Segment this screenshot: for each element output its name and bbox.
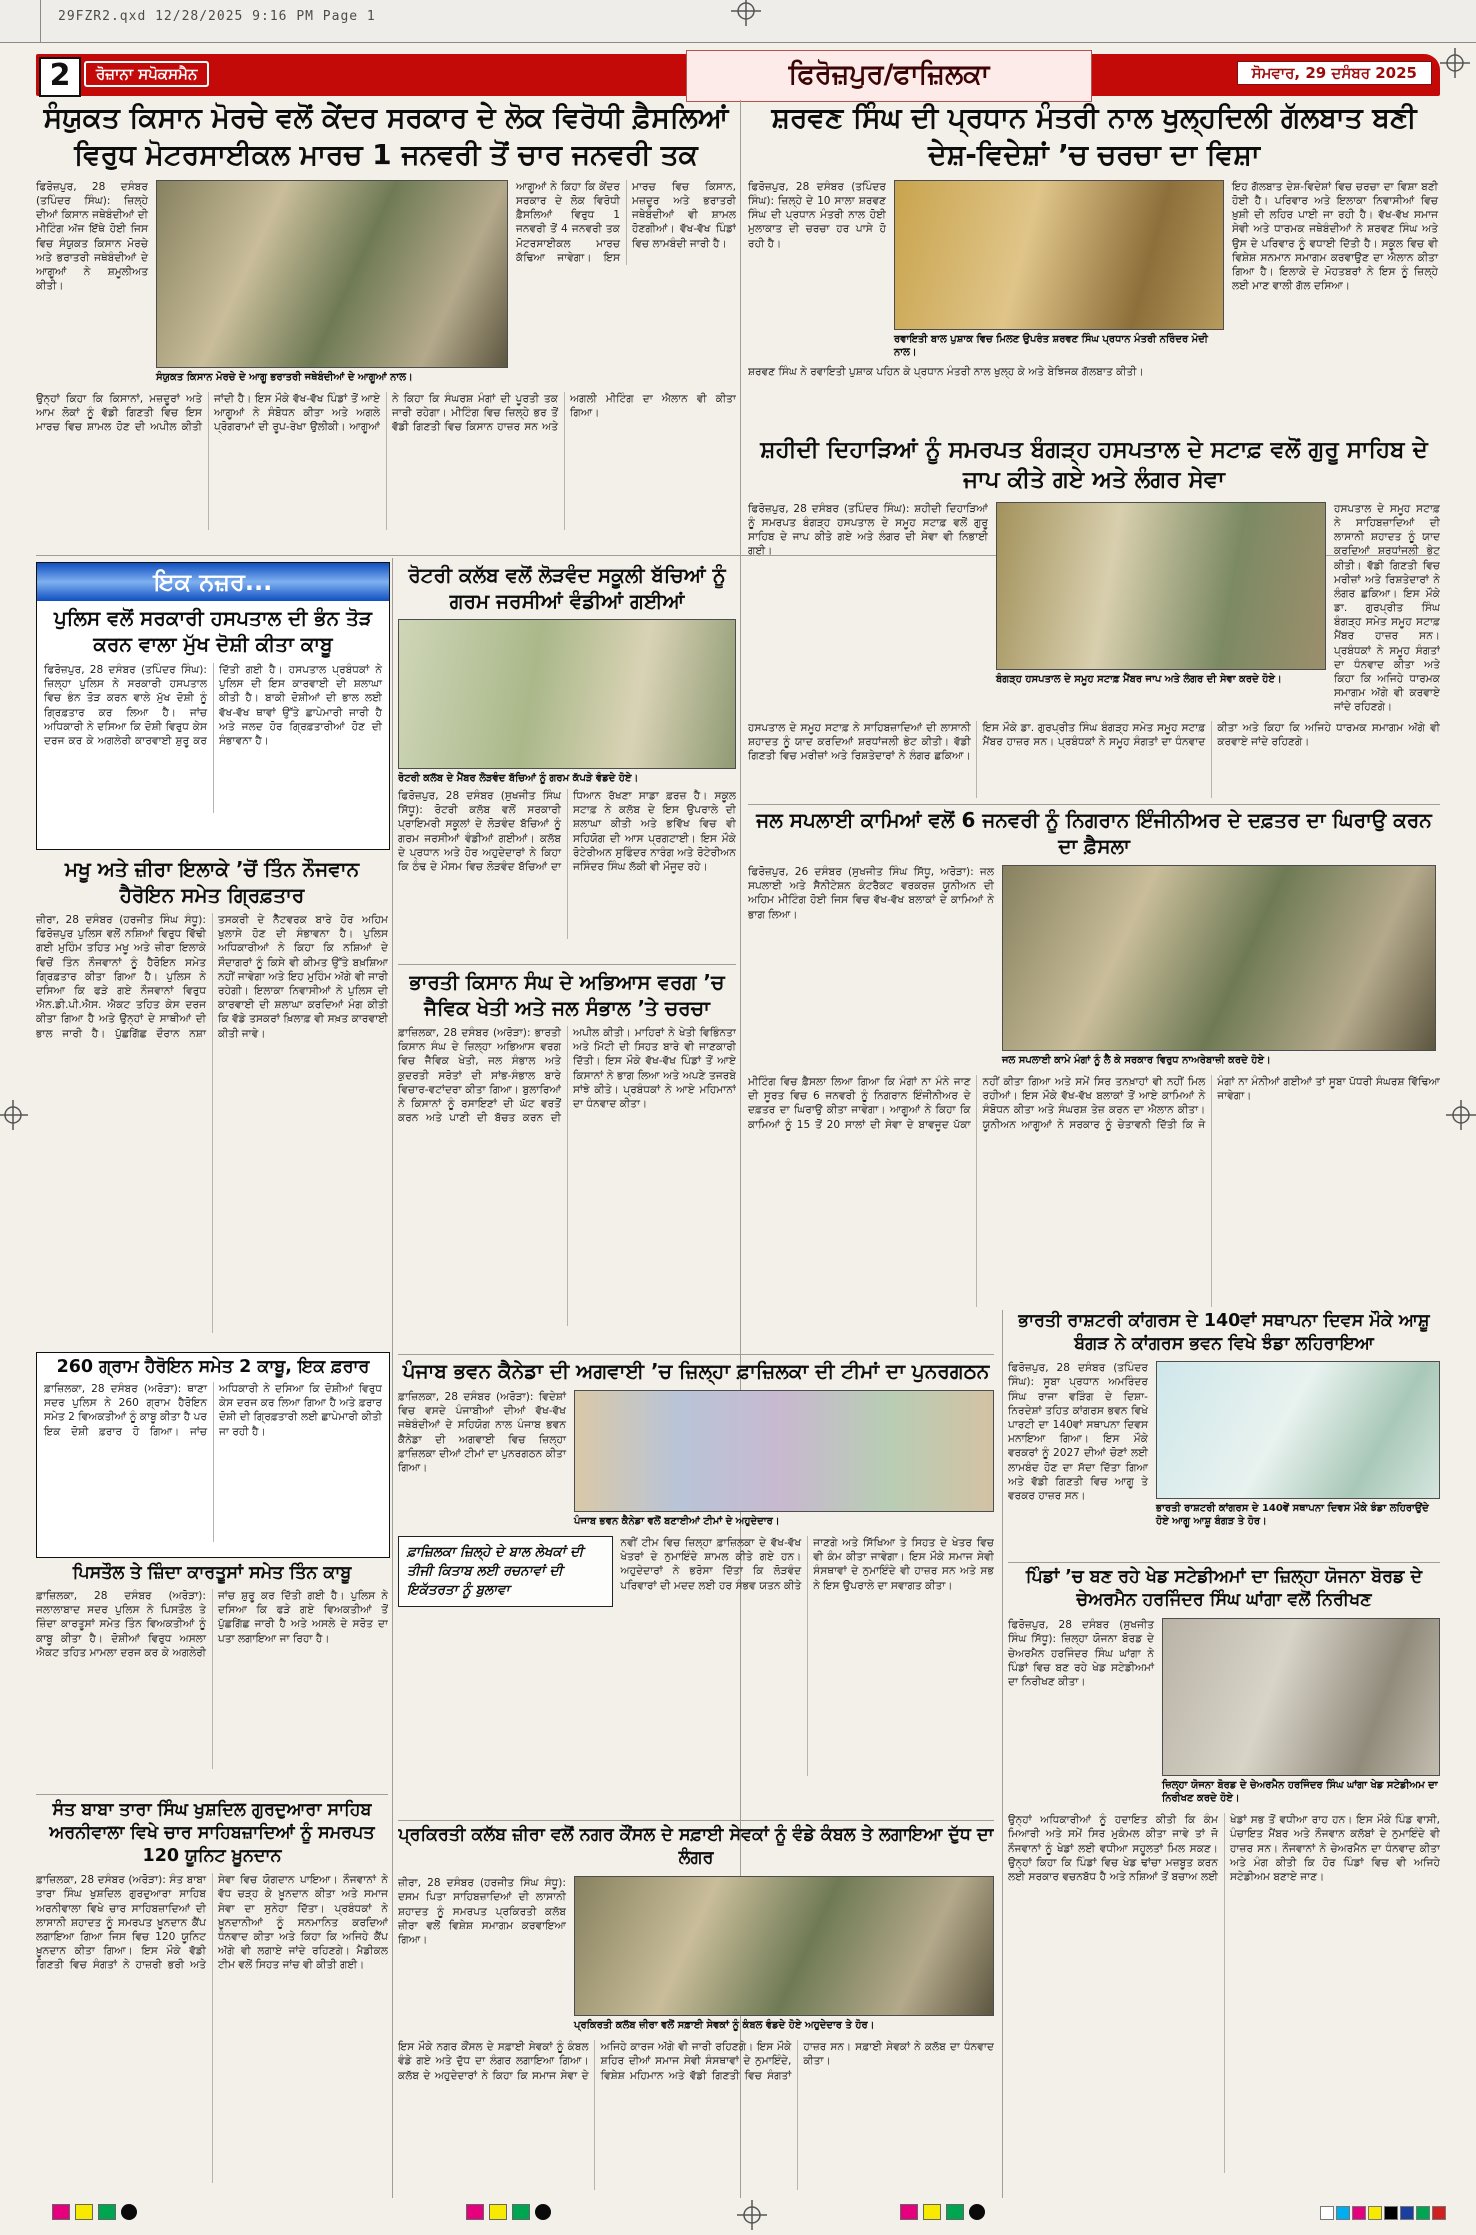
- article-headline: ਮਖੂ ਅਤੇ ਜ਼ੀਰਾ ਇਲਾਕੇ ’ਚੋਂ ਤਿੰਨ ਨੌਜਵਾਨ ਹੈਰੋਇਨ ਸਮੇਤ ਗ੍ਰਿਫ਼ਤਾਰ: [64, 857, 360, 907]
- article-lead: ਫਿਰੋਜ਼ਪੁਰ, 28 ਦਸੰਬਰ (ਤਪਿੰਦਰ ਸਿੰਘ): ਸੂਬਾ ਪ੍ਰਧਾਨ ਅਮਰਿੰਦਰ ਸਿੰਘ ਰਾਜਾ ਵੜਿੰਗ ਦੇ ਦਿਸ਼ਾ-ਨਿਰਦੇਸ਼ਾਂ ਤਹਿਤ ਕਾਂਗਰਸ ਭਵਨ ਵਿਖੇ ਪਾਰਟੀ ਦਾ 140ਵਾਂ ਸਥਾਪਨਾ ਦਿਵਸ ਮਨਾਇਆ ਗਿਆ। ਇਸ ਮੌਕੇ ਵਰਕਰਾਂ ਨੂੰ 2027 ਦੀਆਂ ਚੋਣਾਂ ਲਈ ਲਾਮਬੰਦ ਹੋਣ ਦਾ ਸੱਦਾ ਦਿੱਤਾ ਗਿਆ ਅਤੇ ਵੱਡੀ ਗਿਣਤੀ ਵਿਚ ਆਗੂ ਤੇ ਵਰਕਰ ਹਾਜ਼ਰ ਸਨ।: [1008, 1362, 1148, 1502]
- article-headline: ਭਾਰਤੀ ਕਿਸਾਨ ਸੰਘ ਦੇ ਅਭਿਆਸ ਵਰਗ ’ਚ ਜੈਵਿਕ ਖੇਤੀ ਅਤੇ ਜਲ ਸੰਭਾਲ ’ਤੇ ਚਰਚਾ: [409, 970, 725, 1020]
- article-headline: ਪੰਜਾਬ ਭਵਨ ਕੈਨੇਡਾ ਦੀ ਅਗਵਾਈ ’ਚ ਜ਼ਿਲ੍ਹਾ ਫ਼ਾਜ਼ਿਲਕਾ ਦੀ ਟੀਮਾਂ ਦਾ ਪੁਨਰਗਠਨ: [402, 1359, 990, 1383]
- black-swatch: [1384, 2206, 1398, 2220]
- black-dot: [121, 2204, 137, 2220]
- registration-mark-top-right: [1440, 48, 1470, 78]
- photo-caption: ਸੰਯੁਕਤ ਕਿਸਾਨ ਮੋਰਚੇ ਦੇ ਆਗੂ ਭਰਾਤਰੀ ਜਥੇਬੰਦੀਆਂ ਦੇ ਆਗੂਆਂ ਨਾਲ।: [156, 371, 413, 383]
- article-stadium-inspection: [1008, 1562, 1440, 2198]
- article-body: ਮੀਟਿੰਗ ਵਿਚ ਫ਼ੈਸਲਾ ਲਿਆ ਗਿਆ ਕਿ ਮੰਗਾਂ ਨਾ ਮੰਨੇ ਜਾਣ ਦੀ ਸੂਰਤ ਵਿਚ 6 ਜਨਵਰੀ ਨੂੰ ਨਿਗਰਾਨ ਇੰਜੀਨੀਅਰ ਦੇ ਦਫ਼ਤਰ ਦਾ ਘਿਰਾਉ ਕੀਤਾ ਜਾਵੇਗਾ। ਆਗੂਆਂ ਨੇ ਕਿਹਾ ਕਿ ਕਾਮਿਆਂ ਨੂੰ 15 ਤੋਂ 20 ਸਾਲਾਂ ਦੀ ਸੇਵਾ ਦੇ ਬਾਵਜੂਦ ਪੱਕਾ ਨਹੀਂ ਕੀਤਾ ਗਿਆ ਅਤੇ ਸਮੇਂ ਸਿਰ ਤਨਖ਼ਾਹਾਂ ਵੀ ਨਹੀਂ ਮਿਲ ਰਹੀਆਂ। ਇਸ ਮੌਕੇ ਵੱਖ-ਵੱਖ ਬਲਾਕਾਂ ਤੋਂ ਆਏ ਕਾਮਿਆਂ ਨੇ ਸੰਬੋਧਨ ਕੀਤਾ ਅਤੇ ਸੰਘਰਸ਼ ਤੇਜ਼ ਕਰਨ ਦਾ ਐਲਾਨ ਕੀਤਾ। ਯੂਨੀਅਨ ਆਗੂਆਂ ਨੇ ਸਰਕਾਰ ਨੂੰ ਚੇਤਾਵਨੀ ਦਿੱਤੀ ਕਿ ਜੇ ਮੰਗਾਂ ਨਾ ਮੰਨੀਆਂ ਗਈਆਂ ਤਾਂ ਸੂਬਾ ਪੱਧਰੀ ਸੰਘਰਸ਼ ਵਿੱਢਿਆ ਜਾਵੇਗਾ।: [748, 1076, 1440, 1131]
- pm-meeting-photo: [894, 180, 1224, 330]
- article-body: ਉਨ੍ਹਾਂ ਕਿਹਾ ਕਿ ਕਿਸਾਨਾਂ, ਮਜ਼ਦੂਰਾਂ ਅਤੇ ਆਮ ਲੋਕਾਂ ਨੂੰ ਵੱਡੀ ਗਿਣਤੀ ਵਿਚ ਇਸ ਮਾਰਚ ਵਿਚ ਸ਼ਾਮਲ ਹੋਣ ਦੀ ਅਪੀਲ ਕੀਤੀ ਜਾਂਦੀ ਹੈ। ਇਸ ਮੌਕੇ ਵੱਖ-ਵੱਖ ਪਿੰਡਾਂ ਤੋਂ ਆਏ ਆਗੂਆਂ ਨੇ ਸੰਬੋਧਨ ਕੀਤਾ ਅਤੇ ਅਗਲੇ ਪ੍ਰੋਗਰਾਮਾਂ ਦੀ ਰੂਪ-ਰੇਖਾ ਉਲੀਕੀ। ਆਗੂਆਂ ਨੇ ਕਿਹਾ ਕਿ ਸੰਘਰਸ਼ ਮੰਗਾਂ ਦੀ ਪੂਰਤੀ ਤਕ ਜਾਰੀ ਰਹੇਗਾ। ਮੀਟਿੰਗ ਵਿਚ ਜ਼ਿਲ੍ਹੇ ਭਰ ਤੋਂ ਵੱਡੀ ਗਿਣਤੀ ਵਿਚ ਕਿਸਾਨ ਹਾਜ਼ਰ ਸਨ ਅਤੇ ਅਗਲੀ ਮੀਟਿੰਗ ਦਾ ਐਲਾਨ ਵੀ ਕੀਤਾ ਗਿਆ।: [36, 392, 736, 434]
- article-headline: ਪ੍ਰਕਿਰਤੀ ਕਲੱਬ ਜ਼ੀਰਾ ਵਲੋਂ ਨਗਰ ਕੌਂਸਲ ਦੇ ਸਫ਼ਾਈ ਸੇਵਕਾਂ ਨੂੰ ਵੰਡੇ ਕੰਬਲ ਤੇ ਲਗਾਇਆ ਦੁੱਧ ਦਾ ਲੰਗਰ: [398, 1825, 994, 1869]
- cyan-swatch: [1336, 2206, 1350, 2220]
- page-number: 2: [39, 57, 81, 97]
- color-control-marks-right: [900, 2204, 985, 2220]
- article-body: ਜ਼ੀਰਾ, 28 ਦਸੰਬਰ (ਹਰਜੀਤ ਸਿੰਘ ਸੰਧੂ): ਫਿਰੋਜ਼ਪੁਰ ਪੁਲਿਸ ਵਲੋਂ ਨਸ਼ਿਆਂ ਵਿਰੁਧ ਵਿੱਢੀ ਗਈ ਮੁਹਿੰਮ ਤਹਿਤ ਮਖੂ ਅਤੇ ਜ਼ੀਰਾ ਇਲਾਕੇ ਵਿਚੋਂ ਤਿੰਨ ਨੌਜਵਾਨਾਂ ਨੂੰ ਹੈਰੋਇਨ ਸਮੇਤ ਗ੍ਰਿਫ਼ਤਾਰ ਕੀਤਾ ਗਿਆ ਹੈ। ਪੁਲਿਸ ਨੇ ਦਸਿਆ ਕਿ ਫੜੇ ਗਏ ਨੌਜਵਾਨਾਂ ਵਿਰੁਧ ਐਨ.ਡੀ.ਪੀ.ਐਸ. ਐਕਟ ਤਹਿਤ ਕੇਸ ਦਰਜ ਕੀਤਾ ਗਿਆ ਹੈ ਅਤੇ ਉਨ੍ਹਾਂ ਦੇ ਸਾਥੀਆਂ ਦੀ ਭਾਲ ਜਾਰੀ ਹੈ। ਪੁੱਛਗਿੱਛ ਦੌਰਾਨ ਨਸ਼ਾ ਤਸਕਰੀ ਦੇ ਨੈੱਟਵਰਕ ਬਾਰੇ ਹੋਰ ਅਹਿਮ ਖੁਲਾਸੇ ਹੋਣ ਦੀ ਸੰਭਾਵਨਾ ਹੈ। ਪੁਲਿਸ ਅਧਿਕਾਰੀਆਂ ਨੇ ਕਿਹਾ ਕਿ ਨਸ਼ਿਆਂ ਦੇ ਸੌਦਾਗਰਾਂ ਨੂੰ ਕਿਸੇ ਵੀ ਕੀਮਤ ਉੱਤੇ ਬਖ਼ਸ਼ਿਆ ਨਹੀਂ ਜਾਵੇਗਾ ਅਤੇ ਇਹ ਮੁਹਿੰਮ ਅੱਗੇ ਵੀ ਜਾਰੀ ਰਹੇਗੀ। ਇਲਾਕਾ ਨਿਵਾਸੀਆਂ ਨੇ ਪੁਲਿਸ ਦੀ ਕਾਰਵਾਈ ਦੀ ਸ਼ਲਾਘਾ ਕਰਦਿਆਂ ਮੰਗ ਕੀਤੀ ਕਿ ਵੱਡੇ ਤਸਕਰਾਂ ਖ਼ਿਲਾਫ਼ ਵੀ ਸਖ਼ਤ ਕਾਰਵਾਈ ਕੀਤੀ ਜਾਵੇ।: [36, 914, 388, 1040]
- article-lead: ਫਿਰੋਜ਼ਪੁਰ, 26 ਦਸੰਬਰ (ਸੁਖਜੀਤ ਸਿੰਘ ਸਿੱਧੂ, ਅਰੋੜਾ): ਜਲ ਸਪਲਾਈ ਅਤੇ ਸੈਨੀਟੇਸ਼ਨ ਕੰਟਰੈਕਟ ਵਰਕਰਜ਼ ਯੂਨੀਅਨ ਦੀ ਅਹਿਮ ਮੀਟਿੰਗ ਹੋਈ ਜਿਸ ਵਿਚ ਵੱਖ-ਵੱਖ ਬਲਾਕਾਂ ਦੇ ਕਾਮਿਆਂ ਨੇ ਭਾਗ ਲਿਆ।: [748, 866, 994, 921]
- stadium-inspection-photo: [1162, 1618, 1440, 1776]
- hospital-jaap-photo: [996, 502, 1326, 670]
- green-swatch: [1416, 2206, 1430, 2220]
- article-kisan-morcha-march: [36, 100, 736, 556]
- one-look-label: ਇਕ ਨਜ਼ਰ...: [37, 563, 389, 601]
- photo-caption: ਰੋਟਰੀ ਕਲੱਬ ਦੇ ਮੈਂਬਰ ਲੋੜਵੰਦ ਬੱਚਿਆਂ ਨੂੰ ਗਰਮ ਕੱਪੜੇ ਵੰਡਦੇ ਹੋਏ।: [398, 773, 639, 784]
- white-swatch: [1320, 2206, 1334, 2220]
- article-side-text: ਆਗੂਆਂ ਨੇ ਕਿਹਾ ਕਿ ਕੇਂਦਰ ਸਰਕਾਰ ਦੇ ਲੋਕ ਵਿਰੋਧੀ ਫ਼ੈਸਲਿਆਂ ਵਿਰੁਧ 1 ਜਨਵਰੀ ਤੋਂ 4 ਜਨਵਰੀ ਤਕ ਮੋਟਰਸਾਈਕਲ ਮਾਰਚ ਕੱਢਿਆ ਜਾਵੇਗਾ। ਇਸ ਮਾਰਚ ਵਿਚ ਕਿਸਾਨ, ਮਜ਼ਦੂਰ ਅਤੇ ਭਰਾਤਰੀ ਜਥੇਬੰਦੀਆਂ ਵੀ ਸ਼ਾਮਲ ਹੋਣਗੀਆਂ। ਵੱਖ-ਵੱਖ ਪਿੰਡਾਂ ਵਿਚ ਲਾਮਬੰਦੀ ਜਾਰੀ ਹੈ।: [516, 180, 736, 264]
- article-side-text: ਸ਼ਰਵਣ ਸਿੰਘ ਨੇ ਰਵਾਇਤੀ ਪੁਸ਼ਾਕ ਪਹਿਨ ਕੇ ਪ੍ਰਧਾਨ ਮੰਤਰੀ ਨਾਲ ਖੁਲ੍ਹ ਕੇ ਅਤੇ ਬੇਝਿਜਕ ਗੱਲਬਾਤ ਕੀਤੀ।: [748, 365, 1144, 378]
- article-body-side: ਹਸਪਤਾਲ ਦੇ ਸਮੂਹ ਸਟਾਫ਼ ਨੇ ਸਾਹਿਬਜ਼ਾਦਿਆਂ ਦੀ ਲਾਸਾਨੀ ਸ਼ਹਾਦਤ ਨੂੰ ਯਾਦ ਕਰਦਿਆਂ ਸ਼ਰਧਾਂਜਲੀ ਭੇਟ ਕੀਤੀ। ਵੱਡੀ ਗਿਣਤੀ ਵਿਚ ਮਰੀਜ਼ਾਂ ਅਤੇ ਰਿਸ਼ਤੇਦਾਰਾਂ ਨੇ ਲੰਗਰ ਛਕਿਆ। ਇਸ ਮੌਕੇ ਡਾ. ਗੁਰਪ੍ਰੀਤ ਸਿੰਘ ਬੰਗੜ੍ਹ ਸਮੇਤ ਸਮੂਹ ਸਟਾਫ਼ ਮੈਂਬਰ ਹਾਜ਼ਰ ਸਨ। ਪ੍ਰਬੰਧਕਾਂ ਨੇ ਸਮੂਹ ਸੰਗਤਾਂ ਦਾ ਧੰਨਵਾਦ ਕੀਤਾ ਅਤੇ ਕਿਹਾ ਕਿ ਅਜਿਹੇ ਧਾਰਮਕ ਸਮਾਗਮ ਅੱਗੇ ਵੀ ਕਰਵਾਏ ਜਾਂਦੇ ਰਹਿਣਗੇ।: [1334, 502, 1440, 714]
- article-kisan-sangh-varg: [398, 964, 736, 1353]
- article-body: ਨਵੀਂ ਟੀਮ ਵਿਚ ਜ਼ਿਲ੍ਹਾ ਫ਼ਾਜ਼ਿਲਕਾ ਦੇ ਵੱਖ-ਵੱਖ ਖੇਤਰਾਂ ਦੇ ਨੁਮਾਇੰਦੇ ਸ਼ਾਮਲ ਕੀਤੇ ਗਏ ਹਨ। ਅਹੁਦੇਦਾਰਾਂ ਨੇ ਭਰੋਸਾ ਦਿੱਤਾ ਕਿ ਲੋੜਵੰਦ ਪਰਿਵਾਰਾਂ ਦੀ ਮਦਦ ਲਈ ਹਰ ਸੰਭਵ ਯਤਨ ਕੀਤੇ ਜਾਣਗੇ ਅਤੇ ਸਿੱਖਿਆ ਤੇ ਸਿਹਤ ਦੇ ਖੇਤਰ ਵਿਚ ਵੀ ਕੰਮ ਕੀਤਾ ਜਾਵੇਗਾ। ਇਸ ਮੌਕੇ ਸਮਾਜ ਸੇਵੀ ਸੰਸਥਾਵਾਂ ਦੇ ਨੁਮਾਇੰਦੇ ਵੀ ਹਾਜ਼ਰ ਸਨ ਅਤੇ ਸਭ ਨੇ ਇਸ ਉਪਰਾਲੇ ਦਾ ਸਵਾਗਤ ਕੀਤਾ।: [620, 1537, 994, 1592]
- article-water-supply-workers: [748, 804, 1440, 1307]
- article-body: ਫ਼ਾਜ਼ਿਲਕਾ, 28 ਦਸੰਬਰ (ਅਰੋੜਾ): ਜਲਾਲਾਬਾਦ ਸਦਰ ਪੁਲਿਸ ਨੇ ਪਿਸਤੌਲ ਤੇ ਜ਼ਿੰਦਾ ਕਾਰਤੂਸਾਂ ਸਮੇਤ ਤਿੰਨ ਵਿਅਕਤੀਆਂ ਨੂੰ ਕਾਬੂ ਕੀਤਾ ਹੈ। ਦੋਸ਼ੀਆਂ ਵਿਰੁਧ ਅਸਲਾ ਐਕਟ ਤਹਿਤ ਮਾਮਲਾ ਦਰਜ ਕਰ ਕੇ ਅਗਲੇਰੀ ਜਾਂਚ ਸ਼ੁਰੂ ਕਰ ਦਿੱਤੀ ਗਈ ਹੈ। ਪੁਲਿਸ ਨੇ ਦਸਿਆ ਕਿ ਫੜੇ ਗਏ ਵਿਅਕਤੀਆਂ ਤੋਂ ਪੁੱਛਗਿੱਛ ਜਾਰੀ ਹੈ ਅਤੇ ਅਸਲੇ ਦੇ ਸਰੋਤ ਦਾ ਪਤਾ ਲਗਾਇਆ ਜਾ ਰਿਹਾ ਹੈ।: [36, 1590, 388, 1659]
- article-body: ਫ਼ਾਜ਼ਿਲਕਾ, 28 ਦਸੰਬਰ (ਅਰੋੜਾ): ਸੰਤ ਬਾਬਾ ਤਾਰਾ ਸਿੰਘ ਖੁਸ਼ਦਿਲ ਗੁਰਦੁਆਰਾ ਸਾਹਿਬ ਅਰਨੀਵਾਲਾ ਵਿਖੇ ਚਾਰ ਸਾਹਿਬਜ਼ਾਦਿਆਂ ਦੀ ਲਾਸਾਨੀ ਸ਼ਹਾਦਤ ਨੂੰ ਸਮਰਪਤ ਖ਼ੂਨਦਾਨ ਕੈਂਪ ਲਗਾਇਆ ਗਿਆ ਜਿਸ ਵਿਚ 120 ਯੂਨਿਟ ਖ਼ੂਨਦਾਨ ਕੀਤਾ ਗਿਆ। ਇਸ ਮੌਕੇ ਵੱਡੀ ਗਿਣਤੀ ਵਿਚ ਸੰਗਤਾਂ ਨੇ ਹਾਜ਼ਰੀ ਭਰੀ ਅਤੇ ਸੇਵਾ ਵਿਚ ਯੋਗਦਾਨ ਪਾਇਆ। ਨੌਜਵਾਨਾਂ ਨੇ ਵੱਧ ਚੜ੍ਹ ਕੇ ਖ਼ੂਨਦਾਨ ਕੀਤਾ ਅਤੇ ਸਮਾਜ ਸੇਵਾ ਦਾ ਸੁਨੇਹਾ ਦਿੱਤਾ। ਪ੍ਰਬੰਧਕਾਂ ਨੇ ਖ਼ੂਨਦਾਨੀਆਂ ਨੂੰ ਸਨਮਾਨਿਤ ਕਰਦਿਆਂ ਧੰਨਵਾਦ ਕੀਤਾ ਅਤੇ ਕਿਹਾ ਕਿ ਅਜਿਹੇ ਕੈਂਪ ਅੱਗੇ ਵੀ ਲਗਾਏ ਜਾਂਦੇ ਰਹਿਣਗੇ। ਮੈਡੀਕਲ ਟੀਮ ਵਲੋਂ ਸਿਹਤ ਜਾਂਚ ਵੀ ਕੀਤੀ ਗਈ।: [36, 1874, 388, 1972]
- photo-block: [1162, 1618, 1440, 1805]
- article-headline: ਸੰਤ ਬਾਬਾ ਤਾਰਾ ਸਿੰਘ ਖੁਸ਼ਦਿਲ ਗੁਰਦੁਆਰਾ ਸਾਹਿਬ ਅਰਨੀਵਾਲਾ ਵਿਖੇ ਚਾਰ ਸਾਹਿਬਜ਼ਾਦਿਆਂ ਨੂੰ ਸਮਰਪਤ 120 ਯੂਨਿਟ ਖ਼ੂਨਦਾਨ: [49, 1800, 375, 1867]
- green-swatch: [512, 2204, 530, 2220]
- article-body: ਉਨ੍ਹਾਂ ਅਧਿਕਾਰੀਆਂ ਨੂੰ ਹਦਾਇਤ ਕੀਤੀ ਕਿ ਕੰਮ ਮਿਆਰੀ ਅਤੇ ਸਮੇਂ ਸਿਰ ਮੁਕੰਮਲ ਕੀਤਾ ਜਾਵੇ ਤਾਂ ਜੋ ਨੌਜਵਾਨਾਂ ਨੂੰ ਖੇਡਾਂ ਲਈ ਵਧੀਆ ਸਹੂਲਤਾਂ ਮਿਲ ਸਕਣ। ਉਨ੍ਹਾਂ ਕਿਹਾ ਕਿ ਪਿੰਡਾਂ ਵਿਚ ਖੇਡ ਢਾਂਚਾ ਮਜ਼ਬੂਤ ਕਰਨ ਲਈ ਸਰਕਾਰ ਵਚਨਬੱਧ ਹੈ ਅਤੇ ਨਸ਼ਿਆਂ ਤੋਂ ਬਚਾਅ ਲਈ ਖੇਡਾਂ ਸਭ ਤੋਂ ਵਧੀਆ ਰਾਹ ਹਨ। ਇਸ ਮੌਕੇ ਪਿੰਡ ਵਾਸੀ, ਪੰਚਾਇਤ ਮੈਂਬਰ ਅਤੇ ਨੌਜਵਾਨ ਕਲੱਬਾਂ ਦੇ ਨੁਮਾਇੰਦੇ ਵੀ ਹਾਜ਼ਰ ਸਨ। ਨੌਜਵਾਨਾਂ ਨੇ ਚੇਅਰਮੈਨ ਦਾ ਧੰਨਵਾਦ ਕੀਤਾ ਅਤੇ ਮੰਗ ਕੀਤੀ ਕਿ ਹੋਰ ਪਿੰਡਾਂ ਵਿਚ ਵੀ ਅਜਿਹੇ ਸਟੇਡੀਅਮ ਬਣਾਏ ਜਾਣ।: [1008, 1814, 1440, 1883]
- article-body: ਹਸਪਤਾਲ ਦੇ ਸਮੂਹ ਸਟਾਫ਼ ਨੇ ਸਾਹਿਬਜ਼ਾਦਿਆਂ ਦੀ ਲਾਸਾਨੀ ਸ਼ਹਾਦਤ ਨੂੰ ਯਾਦ ਕਰਦਿਆਂ ਸ਼ਰਧਾਂਜਲੀ ਭੇਟ ਕੀਤੀ। ਵੱਡੀ ਗਿਣਤੀ ਵਿਚ ਮਰੀਜ਼ਾਂ ਅਤੇ ਰਿਸ਼ਤੇਦਾਰਾਂ ਨੇ ਲੰਗਰ ਛਕਿਆ। ਇਸ ਮੌਕੇ ਡਾ. ਗੁਰਪ੍ਰੀਤ ਸਿੰਘ ਬੰਗੜ੍ਹ ਸਮੇਤ ਸਮੂਹ ਸਟਾਫ਼ ਮੈਂਬਰ ਹਾਜ਼ਰ ਸਨ। ਪ੍ਰਬੰਧਕਾਂ ਨੇ ਸਮੂਹ ਸੰਗਤਾਂ ਦਾ ਧੰਨਵਾਦ ਕੀਤਾ ਅਤੇ ਕਿਹਾ ਕਿ ਅਜਿਹੇ ਧਾਰਮਕ ਸਮਾਗਮ ਅੱਗੇ ਵੀ ਕਰਵਾਏ ਜਾਂਦੇ ਰਹਿਣਗੇ।: [748, 721, 1440, 762]
- photo-caption: ਪ੍ਰਕਿਰਤੀ ਕਲੱਬ ਜ਼ੀਰਾ ਵਲੋਂ ਸਫ਼ਾਈ ਸੇਵਕਾਂ ਨੂੰ ਕੰਬਲ ਵੰਡਦੇ ਹੋਏ ਅਹੁਦੇਦਾਰ ਤੇ ਹੋਰ।: [574, 2020, 875, 2032]
- article-body: ਫਿਰੋਜ਼ਪੁਰ, 28 ਦਸੰਬਰ (ਤਪਿੰਦਰ ਸਿੰਘ): ਜ਼ਿਲ੍ਹਾ ਪੁਲਿਸ ਨੇ ਸਰਕਾਰੀ ਹਸਪਤਾਲ ਵਿਚ ਭੰਨ ਤੋੜ ਕਰਨ ਵਾਲੇ ਮੁੱਖ ਦੋਸ਼ੀ ਨੂੰ ਗ੍ਰਿਫ਼ਤਾਰ ਕਰ ਲਿਆ ਹੈ। ਜਾਂਚ ਅਧਿਕਾਰੀ ਨੇ ਦਸਿਆ ਕਿ ਦੋਸ਼ੀ ਵਿਰੁਧ ਕੇਸ ਦਰਜ ਕਰ ਕੇ ਅਗਲੇਰੀ ਕਾਰਵਾਈ ਸ਼ੁਰੂ ਕਰ ਦਿੱਤੀ ਗਈ ਹੈ। ਹਸਪਤਾਲ ਪ੍ਰਬੰਧਕਾਂ ਨੇ ਪੁਲਿਸ ਦੀ ਇਸ ਕਾਰਵਾਈ ਦੀ ਸ਼ਲਾਘਾ ਕੀਤੀ ਹੈ। ਬਾਕੀ ਦੋਸ਼ੀਆਂ ਦੀ ਭਾਲ ਲਈ ਵੱਖ-ਵੱਖ ਥਾਵਾਂ ਉੱਤੇ ਛਾਪੇਮਾਰੀ ਜਾਰੀ ਹੈ ਅਤੇ ਜਲਦ ਹੋਰ ਗ੍ਰਿਫ਼ਤਾਰੀਆਂ ਹੋਣ ਦੀ ਸੰਭਾਵਨਾ ਹੈ।: [44, 664, 382, 747]
- green-swatch: [946, 2204, 964, 2220]
- article-sharvan-singh-pm: [748, 100, 1440, 430]
- article-bangarh-hospital-jaap: [748, 436, 1440, 798]
- article-lead: ਫਿਰੋਜ਼ਪੁਰ, 28 ਦਸੰਬਰ (ਤਪਿੰਦਰ ਸਿੰਘ): ਜ਼ਿਲ੍ਹੇ ਦੀਆਂ ਕਿਸਾਨ ਜਥੇਬੰਦੀਆਂ ਦੀ ਮੀਟਿੰਗ ਅੱਜ ਇੱਥੇ ਹੋਈ ਜਿਸ ਵਿਚ ਸੰਯੁਕਤ ਕਿਸਾਨ ਮੋਰਚੇ ਅਤੇ ਭਰਾਤਰੀ ਜਥੇਬੰਦੀਆਂ ਦੇ ਆਗੂਆਂ ਨੇ ਸ਼ਮੂਲੀਅਤ ਕੀਤੀ।: [36, 180, 148, 293]
- photo-block: [574, 1876, 994, 2032]
- registration-mark-right: [1446, 1100, 1476, 1130]
- article-headline: ਪਿਸਤੌਲ ਤੇ ਜ਼ਿੰਦਾ ਕਾਰਤੂਸਾਂ ਸਮੇਤ ਤਿੰਨ ਕਾਬੂ: [72, 1563, 352, 1583]
- magenta-swatch: [900, 2204, 918, 2220]
- black-dot: [969, 2204, 985, 2220]
- print-slug-text: 29FZR2.qxd 12/28/2025 9:16 PM Page 1: [58, 9, 376, 24]
- kisan-morcha-photo: [156, 180, 508, 368]
- registration-mark-bottom: [737, 2200, 767, 2230]
- article-headline: ਪੁਲਿਸ ਵਲੋਂ ਸਰਕਾਰੀ ਹਸਪਤਾਲ ਦੀ ਭੰਨ ਤੋੜ ਕਰਨ ਵਾਲਾ ਮੁੱਖ ਦੋਸ਼ੀ ਕੀਤਾ ਕਾਬੂ: [54, 606, 372, 656]
- article-lead: ਜ਼ੀਰਾ, 28 ਦਸੰਬਰ (ਹਰਜੀਤ ਸਿੰਘ ਸੰਧੂ): ਦਸਮ ਪਿਤਾ ਸਾਹਿਬਜ਼ਾਦਿਆਂ ਦੀ ਲਾਸਾਨੀ ਸ਼ਹਾਦਤ ਨੂੰ ਸਮਰਪਤ ਪ੍ਰਕਿਰਤੀ ਕਲੱਬ ਜ਼ੀਰਾ ਵਲੋਂ ਵਿਸ਼ੇਸ਼ ਸਮਾਗਮ ਕਰਵਾਇਆ ਗਿਆ।: [398, 1877, 566, 1946]
- photo-caption: ਬੰਗੜ੍ਹ ਹਸਪਤਾਲ ਦੇ ਸਮੂਹ ਸਟਾਫ਼ ਮੈਂਬਰ ਜਾਪ ਅਤੇ ਲੰਗਰ ਦੀ ਸੇਵਾ ਕਰਦੇ ਹੋਏ।: [996, 673, 1282, 685]
- blue-swatch: [1400, 2206, 1414, 2220]
- photo-block: [574, 1390, 994, 1528]
- blanket-distribution-photo: [574, 1876, 994, 2016]
- article-heroin-makhu-zira: [36, 856, 388, 1348]
- photo-block: [1156, 1361, 1440, 1528]
- magenta-swatch: [52, 2204, 70, 2220]
- bal-lekhak-note-box: ਫ਼ਾਜ਼ਿਲਕਾ ਜ਼ਿਲ੍ਹੇ ਦੇ ਬਾਲ ਲੇਖਕਾਂ ਦੀ ਤੀਜੀ ਕਿਤਾਬ ਲਈ ਰਚਨਾਵਾਂ ਦੀ ਇਕੱਤਰਤਾ ਨੂੰ ਬੁਲਾਵਾ: [398, 1536, 613, 1607]
- article-pistol-cartridges: [36, 1562, 388, 1788]
- flag-hoisting-photo: [1156, 1361, 1440, 1499]
- article-lead: ਫਿਰੋਜ਼ਪੁਰ, 28 ਦਸੰਬਰ (ਤਪਿੰਦਰ ਸਿੰਘ): ਜ਼ਿਲ੍ਹੇ ਦੇ 10 ਸਾਲਾ ਸ਼ਰਵਣ ਸਿੰਘ ਦੀ ਪ੍ਰਧਾਨ ਮੰਤਰੀ ਨਾਲ ਹੋਈ ਮੁਲਾਕਾਤ ਦੀ ਚਰਚਾ ਹਰ ਪਾਸੇ ਹੋ ਰਹੀ ਹੈ।: [748, 180, 886, 250]
- article-headline: ਭਾਰਤੀ ਰਾਸ਼ਟਰੀ ਕਾਂਗਰਸ ਦੇ 140ਵਾਂ ਸਥਾਪਨਾ ਦਿਵਸ ਮੌਕੇ ਆਸ਼ੂ ਬੰਗੜ ਨੇ ਕਾਂਗਰਸ ਭਵਨ ਵਿਖੇ ਝੰਡਾ ਲਹਿਰਾਇਆ: [1018, 1311, 1430, 1355]
- photo-block: [398, 619, 736, 785]
- color-control-marks-center: [466, 2204, 551, 2220]
- photo-caption: ਜ਼ਿਲ੍ਹਾ ਯੋਜਨਾ ਬੋਰਡ ਦੇ ਚੇਅਰਮੈਨ ਹਰਜਿੰਦਰ ਸਿੰਘ ਘਾਂਗਾ ਖੇਡ ਸਟੇਡੀਅਮ ਦਾ ਨਿਰੀਖਣ ਕਰਦੇ ਹੋਏ।: [1162, 1780, 1438, 1805]
- article-260-gram-heroin: [36, 1352, 390, 1558]
- article-body: ਇਸ ਮੌਕੇ ਨਗਰ ਕੌਂਸਲ ਦੇ ਸਫ਼ਾਈ ਸੇਵਕਾਂ ਨੂੰ ਕੰਬਲ ਵੰਡੇ ਗਏ ਅਤੇ ਦੁੱਧ ਦਾ ਲੰਗਰ ਲਗਾਇਆ ਗਿਆ। ਕਲੱਬ ਦੇ ਅਹੁਦੇਦਾਰਾਂ ਨੇ ਕਿਹਾ ਕਿ ਸਮਾਜ ਸੇਵਾ ਦੇ ਅਜਿਹੇ ਕਾਰਜ ਅੱਗੇ ਵੀ ਜਾਰੀ ਰਹਿਣਗੇ। ਇਸ ਮੌਕੇ ਸ਼ਹਿਰ ਦੀਆਂ ਸਮਾਜ ਸੇਵੀ ਸੰਸਥਾਵਾਂ ਦੇ ਨੁਮਾਇੰਦੇ, ਵਿਸ਼ੇਸ਼ ਮਹਿਮਾਨ ਅਤੇ ਵੱਡੀ ਗਿਣਤੀ ਵਿਚ ਸੰਗਤਾਂ ਹਾਜ਼ਰ ਸਨ। ਸਫ਼ਾਈ ਸੇਵਕਾਂ ਨੇ ਕਲੱਬ ਦਾ ਧੰਨਵਾਦ ਕੀਤਾ।: [398, 2041, 994, 2082]
- photo-block: [894, 180, 1224, 359]
- magenta-swatch: [466, 2204, 484, 2220]
- photo-caption: ਰਵਾਇਤੀ ਬਾਲ ਪੁਸ਼ਾਕ ਵਿਚ ਮਿਲਣ ਉਪਰੰਤ ਸ਼ਰਵਣ ਸਿੰਘ ਪ੍ਰਧਾਨ ਮੰਤਰੀ ਨਰਿੰਦਰ ਮੋਦੀ ਨਾਲ।: [894, 333, 1208, 358]
- column-rule: [1002, 1310, 1003, 2198]
- edition-date: ਸੋਮਵਾਰ, 29 ਦਸੰਬਰ 2025: [1237, 61, 1432, 85]
- newspaper-brand: ਰੋਜ਼ਾਨਾ ਸਪੋਕਸਮੈਨ: [84, 61, 209, 87]
- one-look-box: [36, 562, 390, 850]
- article-body: ਇਹ ਗੱਲਬਾਤ ਦੇਸ਼-ਵਿਦੇਸ਼ਾਂ ਵਿਚ ਚਰਚਾ ਦਾ ਵਿਸ਼ਾ ਬਣੀ ਹੋਈ ਹੈ। ਪਰਿਵਾਰ ਅਤੇ ਇਲਾਕਾ ਨਿਵਾਸੀਆਂ ਵਿਚ ਖ਼ੁਸ਼ੀ ਦੀ ਲਹਿਰ ਪਾਈ ਜਾ ਰਹੀ ਹੈ। ਵੱਖ-ਵੱਖ ਸਮਾਜ ਸੇਵੀ ਅਤੇ ਧਾਰਮਕ ਜਥੇਬੰਦੀਆਂ ਨੇ ਸ਼ਰਵਣ ਸਿੰਘ ਅਤੇ ਉਸ ਦੇ ਪਰਿਵਾਰ ਨੂੰ ਵਧਾਈ ਦਿੱਤੀ ਹੈ। ਸਕੂਲ ਵਿਚ ਵੀ ਵਿਸ਼ੇਸ਼ ਸਨਮਾਨ ਸਮਾਗਮ ਕਰਵਾਉਣ ਦਾ ਐਲਾਨ ਕੀਤਾ ਗਿਆ ਹੈ। ਇਲਾਕੇ ਦੇ ਮੋਹਤਬਰਾਂ ਨੇ ਇਸ ਨੂੰ ਜ਼ਿਲ੍ਹੇ ਲਈ ਮਾਣ ਵਾਲੀ ਗੱਲ ਦਸਿਆ।: [1232, 180, 1438, 293]
- article-headline: ਜਲ ਸਪਲਾਈ ਕਾਮਿਆਂ ਵਲੋਂ 6 ਜਨਵਰੀ ਨੂੰ ਨਿਗਰਾਨ ਇੰਜੀਨੀਅਰ ਦੇ ਦਫ਼ਤਰ ਦਾ ਘਿਰਾਉ ਕਰਨ ਦਾ ਫ਼ੈਸਲਾ: [756, 808, 1432, 858]
- masthead-bar: [36, 54, 1440, 96]
- article-lead: ਫਿਰੋਜ਼ਪੁਰ, 28 ਦਸੰਬਰ (ਤਪਿੰਦਰ ਸਿੰਘ): ਸ਼ਹੀਦੀ ਦਿਹਾੜਿਆਂ ਨੂੰ ਸਮਰਪਤ ਬੰਗੜ੍ਹ ਹਸਪਤਾਲ ਦੇ ਸਮੂਹ ਸਟਾਫ਼ ਵਲੋਂ ਗੁਰੂ ਸਾਹਿਬ ਦੇ ਜਾਪ ਕੀਤੇ ਗਏ ਅਤੇ ਲੰਗਰ ਦੀ ਸੇਵਾ ਵੀ ਨਿਭਾਈ ਗਈ।: [748, 502, 988, 558]
- yellow-swatch: [75, 2204, 93, 2220]
- magenta-swatch: [1352, 2206, 1366, 2220]
- rotary-distribution-photo: [398, 619, 736, 769]
- article-lead: ਫਿਰੋਜ਼ਪੁਰ, 28 ਦਸੰਬਰ (ਸੁਖਜੀਤ ਸਿੰਘ ਸਿੱਧੂ): ਜ਼ਿਲ੍ਹਾ ਯੋਜਨਾ ਬੋਰਡ ਦੇ ਚੇਅਰਮੈਨ ਹਰਜਿੰਦਰ ਸਿੰਘ ਘਾਂਗਾ ਨੇ ਪਿੰਡਾਂ ਵਿਚ ਬਣ ਰਹੇ ਖੇਡ ਸਟੇਡੀਅਮਾਂ ਦਾ ਨਿਰੀਖਣ ਕੀਤਾ।: [1008, 1619, 1154, 1688]
- color-control-marks-left: [52, 2204, 137, 2220]
- black-dot: [535, 2204, 551, 2220]
- photo-block: [156, 180, 508, 384]
- photo-caption: ਜਲ ਸਪਲਾਈ ਕਾਮੇ ਮੰਗਾਂ ਨੂੰ ਲੈ ਕੇ ਸਰਕਾਰ ਵਿਰੁਧ ਨਾਅਰੇਬਾਜ਼ੀ ਕਰਦੇ ਹੋਏ।: [1002, 1055, 1271, 1066]
- yellow-swatch: [1368, 2206, 1382, 2220]
- yellow-swatch: [923, 2204, 941, 2220]
- registration-mark-left: [0, 1100, 28, 1130]
- photo-caption: ਭਾਰਤੀ ਰਾਸ਼ਟਰੀ ਕਾਂਗਰਸ ਦੇ 140ਵੇਂ ਸਥਾਪਨਾ ਦਿਵਸ ਮੌਕੇ ਝੰਡਾ ਲਹਿਰਾਉਂਦੇ ਹੋਏ ਆਗੂ ਆਸ਼ੂ ਬੰਗੜ ਤੇ ਹੋਰ।: [1156, 1503, 1429, 1528]
- column-rule: [392, 558, 393, 2198]
- article-headline: ਸ਼ਰਵਣ ਸਿੰਘ ਦੀ ਪ੍ਰਧਾਨ ਮੰਤਰੀ ਨਾਲ ਖੁਲ੍ਹਦਿਲੀ ਗੱਲਬਾਤ ਬਣੀ ਦੇਸ਼-ਵਿਦੇਸ਼ਾਂ ’ਚ ਚਰਚਾ ਦਾ ਵਿਸ਼ਾ: [771, 101, 1417, 171]
- article-lead: ਫ਼ਾਜ਼ਿਲਕਾ, 28 ਦਸੰਬਰ (ਅਰੋੜਾ): ਵਿਦੇਸ਼ਾਂ ਵਿਚ ਵਸਦੇ ਪੰਜਾਬੀਆਂ ਦੀਆਂ ਵੱਖ-ਵੱਖ ਜਥੇਬੰਦੀਆਂ ਦੇ ਸਹਿਯੋਗ ਨਾਲ ਪੰਜਾਬ ਭਵਨ ਕੈਨੇਡਾ ਦੀ ਅਗਵਾਈ ਵਿਚ ਜ਼ਿਲ੍ਹਾ ਫ਼ਾਜ਼ਿਲਕਾ ਦੀਆਂ ਟੀਮਾਂ ਦਾ ਪੁਨਰਗਠਨ ਕੀਤਾ ਗਿਆ।: [398, 1391, 566, 1474]
- green-swatch: [98, 2204, 116, 2220]
- color-calibration-bar: [1320, 2206, 1446, 2220]
- article-punjab-bhavan-canada: [398, 1354, 994, 1818]
- photo-block: [996, 502, 1326, 686]
- slug-tick: [40, 0, 41, 42]
- article-headline: ਸੰਯੁਕਤ ਕਿਸਾਨ ਮੋਰਚੇ ਵਲੋਂ ਕੇਂਦਰ ਸਰਕਾਰ ਦੇ ਲੋਕ ਵਿਰੋਧੀ ਫ਼ੈਸਲਿਆਂ ਵਿਰੁਧ ਮੋਟਰਸਾਈਕਲ ਮਾਰਚ 1 ਜਨਵਰੀ ਤੋਂ ਚਾਰ ਜਨਵਰੀ ਤਕ: [43, 101, 729, 171]
- article-body: ਫ਼ਾਜ਼ਿਲਕਾ, 28 ਦਸੰਬਰ (ਅਰੋੜਾ): ਥਾਣਾ ਸਦਰ ਪੁਲਿਸ ਨੇ 260 ਗ੍ਰਾਮ ਹੈਰੋਇਨ ਸਮੇਤ 2 ਵਿਅਕਤੀਆਂ ਨੂੰ ਕਾਬੂ ਕੀਤਾ ਹੈ ਪਰ ਇਕ ਦੋਸ਼ੀ ਫ਼ਰਾਰ ਹੋ ਗਿਆ। ਜਾਂਚ ਅਧਿਕਾਰੀ ਨੇ ਦਸਿਆ ਕਿ ਦੋਸ਼ੀਆਂ ਵਿਰੁਧ ਕੇਸ ਦਰਜ ਕਰ ਲਿਆ ਗਿਆ ਹੈ ਅਤੇ ਫ਼ਰਾਰ ਦੋਸ਼ੀ ਦੀ ਗ੍ਰਿਫ਼ਤਾਰੀ ਲਈ ਛਾਪੇਮਾਰੀ ਕੀਤੀ ਜਾ ਰਹੀ ਹੈ।: [44, 1383, 382, 1438]
- article-headline: ਸ਼ਹੀਦੀ ਦਿਹਾੜਿਆਂ ਨੂੰ ਸਮਰਪਤ ਬੰਗੜ੍ਹ ਹਸਪਤਾਲ ਦੇ ਸਟਾਫ਼ ਵਲੋਂ ਗੁਰੂ ਸਾਹਿਬ ਦੇ ਜਾਪ ਕੀਤੇ ਗਏ ਅਤੇ ਲੰਗਰ ਸੇਵਾ: [760, 437, 1428, 493]
- article-headline: 260 ਗ੍ਰਾਮ ਹੈਰੋਇਨ ਸਮੇਤ 2 ਕਾਬੂ, ਇਕ ਫ਼ਰਾਰ: [56, 1357, 370, 1377]
- photo-block: [1002, 865, 1436, 1067]
- red-swatch: [1432, 2206, 1446, 2220]
- article-body: ਫ਼ਾਜ਼ਿਲਕਾ, 28 ਦਸੰਬਰ (ਅਰੋੜਾ): ਭਾਰਤੀ ਕਿਸਾਨ ਸੰਘ ਦੇ ਜ਼ਿਲ੍ਹਾ ਅਭਿਆਸ ਵਰਗ ਵਿਚ ਜੈਵਿਕ ਖੇਤੀ, ਜਲ ਸੰਭਾਲ ਅਤੇ ਕੁਦਰਤੀ ਸਰੋਤਾਂ ਦੀ ਸਾਂਭ-ਸੰਭਾਲ ਬਾਰੇ ਵਿਚਾਰ-ਵਟਾਂਦਰਾ ਕੀਤਾ ਗਿਆ। ਬੁਲਾਰਿਆਂ ਨੇ ਕਿਸਾਨਾਂ ਨੂੰ ਰਸਾਇਣਾਂ ਦੀ ਘੱਟ ਵਰਤੋਂ ਕਰਨ ਅਤੇ ਪਾਣੀ ਦੀ ਬੱਚਤ ਕਰਨ ਦੀ ਅਪੀਲ ਕੀਤੀ। ਮਾਹਿਰਾਂ ਨੇ ਖੇਤੀ ਵਿਭਿੰਨਤਾ ਅਤੇ ਮਿੱਟੀ ਦੀ ਸਿਹਤ ਬਾਰੇ ਵੀ ਜਾਣਕਾਰੀ ਦਿੱਤੀ। ਇਸ ਮੌਕੇ ਵੱਖ-ਵੱਖ ਪਿੰਡਾਂ ਤੋਂ ਆਏ ਕਿਸਾਨਾਂ ਨੇ ਭਾਗ ਲਿਆ ਅਤੇ ਅਪਣੇ ਤਜਰਬੇ ਸਾਂਝੇ ਕੀਤੇ। ਪ੍ਰਬੰਧਕਾਂ ਨੇ ਆਏ ਮਹਿਮਾਨਾਂ ਦਾ ਧੰਨਵਾਦ ਕੀਤਾ।: [398, 1027, 736, 1125]
- team-members-photo-strip: [574, 1390, 994, 1512]
- article-body: ਫਿਰੋਜ਼ਪੁਰ, 28 ਦਸੰਬਰ (ਸੁਖਜੀਤ ਸਿੰਘ ਸਿੱਧੂ): ਰੋਟਰੀ ਕਲੱਬ ਵਲੋਂ ਸਰਕਾਰੀ ਪ੍ਰਾਇਮਰੀ ਸਕੂਲਾਂ ਦੇ ਲੋੜਵੰਦ ਬੱਚਿਆਂ ਨੂੰ ਗਰਮ ਜਰਸੀਆਂ ਵੰਡੀਆਂ ਗਈਆਂ। ਕਲੱਬ ਦੇ ਪ੍ਰਧਾਨ ਅਤੇ ਹੋਰ ਅਹੁਦੇਦਾਰਾਂ ਨੇ ਕਿਹਾ ਕਿ ਠੰਢ ਦੇ ਮੌਸਮ ਵਿਚ ਲੋੜਵੰਦ ਬੱਚਿਆਂ ਦਾ ਧਿਆਨ ਰੱਖਣਾ ਸਾਡਾ ਫ਼ਰਜ਼ ਹੈ। ਸਕੂਲ ਸਟਾਫ਼ ਨੇ ਕਲੱਬ ਦੇ ਇਸ ਉਪਰਾਲੇ ਦੀ ਸ਼ਲਾਘਾ ਕੀਤੀ ਅਤੇ ਭਵਿੱਖ ਵਿਚ ਵੀ ਸਹਿਯੋਗ ਦੀ ਆਸ ਪ੍ਰਗਟਾਈ। ਇਸ ਮੌਕੇ ਰੋਟੇਰੀਅਨ ਸੁਫਿੰਦਰ ਨਾਰੰਗ ਅਤੇ ਰੋਟੇਰੀਅਨ ਜਸਿੰਦਰ ਸਿੰਘ ਲੱਕੀ ਵੀ ਮੌਜੂਦ ਰਹੇ।: [398, 790, 736, 873]
- yellow-swatch: [489, 2204, 507, 2220]
- article-headline: ਪਿੰਡਾਂ ’ਚ ਬਣ ਰਹੇ ਖੇਡ ਸਟੇਡੀਅਮਾਂ ਦਾ ਜ਼ਿਲ੍ਹਾ ਯੋਜਨਾ ਬੋਰਡ ਦੇ ਚੇਅਰਮੈਨ ਹਰਜਿੰਦਰ ਸਿੰਘ ਘਾਂਗਾ ਵਲੋਂ ਨਿਰੀਖਣ: [1025, 1567, 1423, 1611]
- article-rotary-club-jerseys: [398, 562, 736, 958]
- article-headline: ਰੋਟਰੀ ਕਲੱਬ ਵਲੋਂ ਲੋੜਵੰਦ ਸਕੂਲੀ ਬੱਚਿਆਂ ਨੂੰ ਗਰਮ ਜਰਸੀਆਂ ਵੰਡੀਆਂ ਗਈਆਂ: [408, 563, 726, 613]
- photo-caption: ਪੰਜਾਬ ਭਵਨ ਕੈਨੇਡਾ ਵਲੋਂ ਬਣਾਈਆਂ ਟੀਮਾਂ ਦੇ ਅਹੁਦੇਦਾਰ।: [574, 1516, 780, 1527]
- section-title: ਫਿਰੋਜ਼ਪੁਰ/ਫਾਜ਼ਿਲਕਾ: [686, 50, 1092, 102]
- article-blood-donation-camp: [36, 1794, 388, 2199]
- article-prakirti-club-zira: [398, 1820, 994, 2198]
- workers-meeting-photo: [1002, 865, 1436, 1051]
- article-congress-foundation-day: [1008, 1310, 1440, 1558]
- registration-mark-top: [731, 0, 761, 26]
